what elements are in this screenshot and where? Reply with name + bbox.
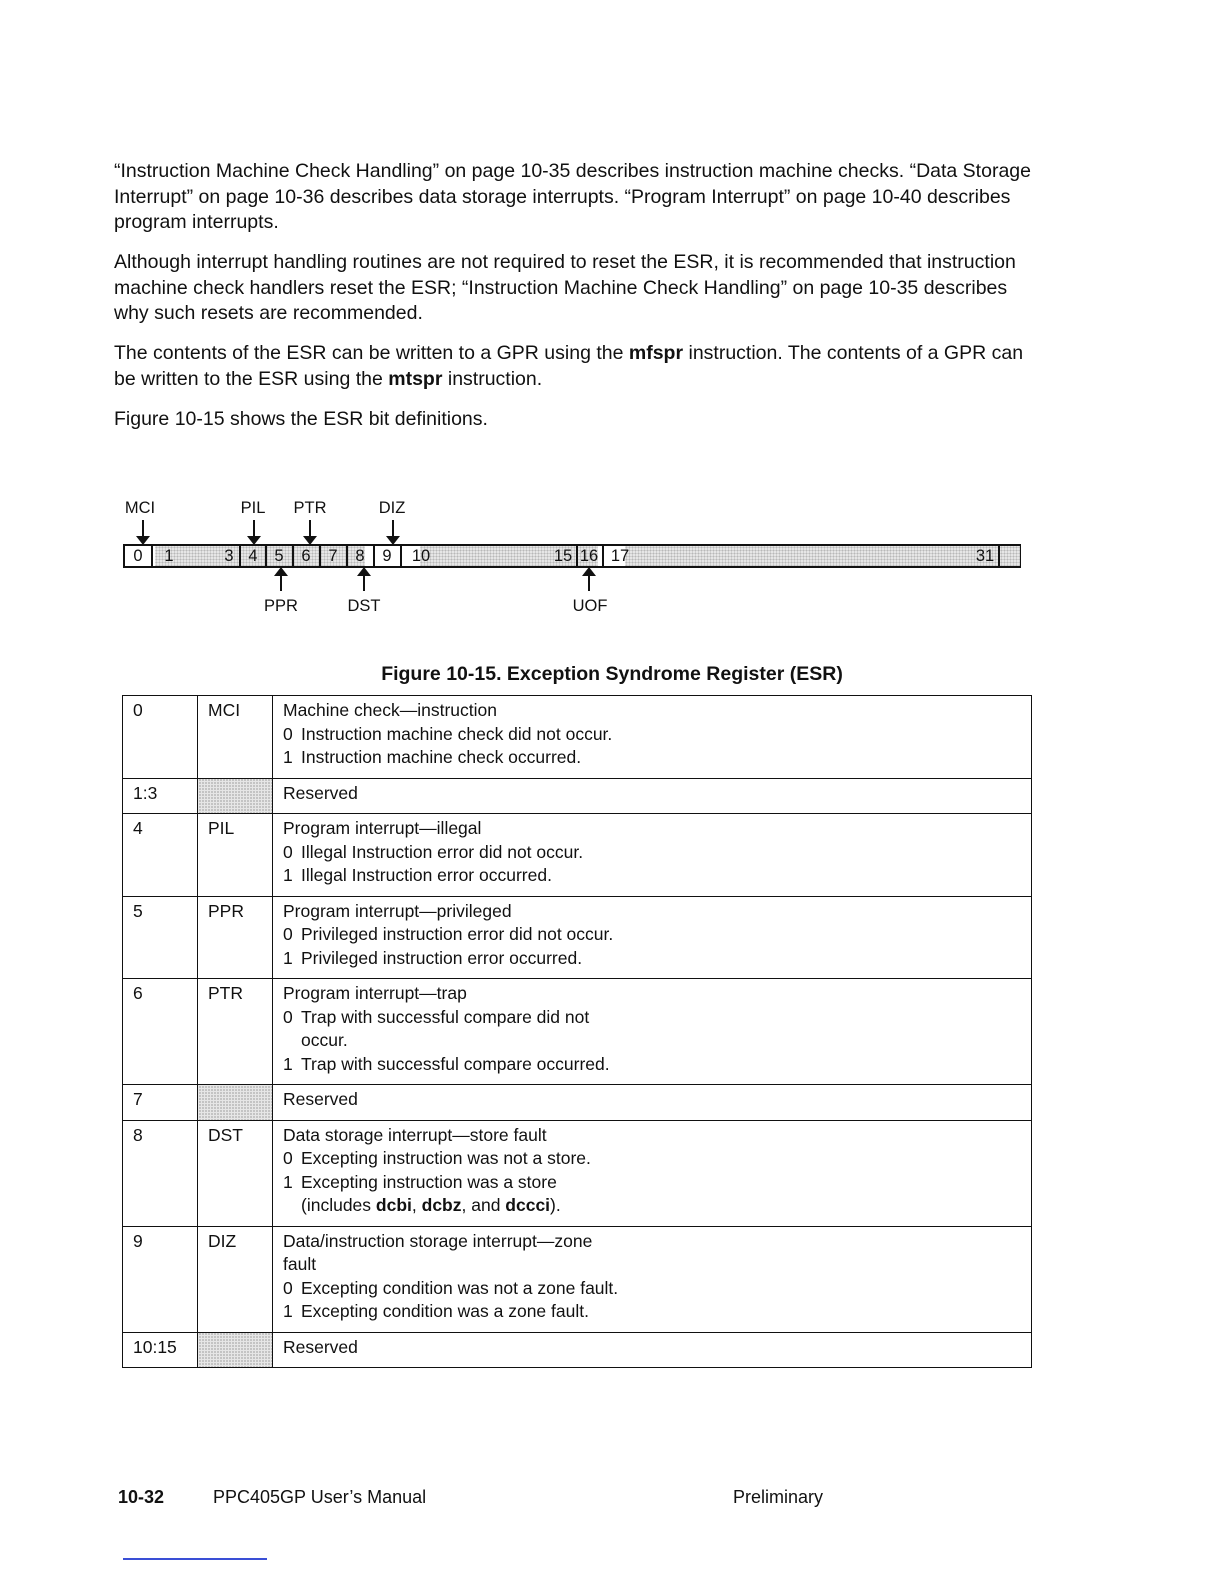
arrow-down-ptr xyxy=(303,520,317,545)
intro-paragraph-1: “Instruction Machine Check Handling” on page 10-35 describes instruction machine checks. “Data Storage Interrupt” on page 10-36 describes data storage interrupts. “Program Interrupt” on page 10-40 describes program interrupts. xyxy=(114,160,1031,233)
option-text: Excepting instruction was a store xyxy=(301,1171,557,1192)
bit-16: 16 xyxy=(579,547,599,565)
description-cell xyxy=(273,1226,1032,1332)
arrow-down-pil xyxy=(247,520,261,545)
option-text: Trap with successful compare did not xyxy=(301,1006,590,1027)
option-text: Instruction machine check occurred. xyxy=(301,747,582,767)
dcbi-keyword: dcbi xyxy=(375,1195,412,1215)
description-title: Reserved xyxy=(283,1089,358,1109)
option-value: 0 xyxy=(283,1006,293,1027)
option-line xyxy=(283,1300,1021,1324)
description-cell xyxy=(273,1332,1032,1368)
bits-cell: 4 xyxy=(123,814,198,897)
table-row xyxy=(123,896,1032,979)
label-mci: MCI xyxy=(124,499,156,517)
option-continuation xyxy=(283,1194,1021,1218)
description-cell xyxy=(273,814,1032,897)
table-row xyxy=(123,979,1032,1085)
description-title: Machine check—instruction xyxy=(283,700,497,720)
bit-5: 5 xyxy=(274,547,284,565)
description-title: Reserved xyxy=(283,1336,358,1357)
option-text: Excepting condition was not a zone fault. xyxy=(301,1277,619,1298)
label-diz: DIZ xyxy=(378,499,406,517)
bits-cell: 7 xyxy=(123,1085,198,1121)
reserved-shade-17-31 xyxy=(625,546,1020,566)
table-row xyxy=(123,1085,1032,1121)
option-text: Illegal Instruction error occurred. xyxy=(301,865,552,885)
option-value: 0 xyxy=(283,841,293,862)
bits-cell: 6 xyxy=(123,979,198,1085)
p3-text-c: instruction. The contents of a GPR can be written to the ESR using the xyxy=(114,342,1024,390)
option-line xyxy=(283,1171,1021,1195)
option-value: 1 xyxy=(283,1171,293,1192)
option-line xyxy=(283,923,1021,947)
esr-bit-definitions-table xyxy=(122,695,1032,1368)
cont-sep: , xyxy=(411,1195,422,1215)
table-body xyxy=(123,696,1032,1368)
figure-caption: Figure 10-15. Exception Syndrome Register (ESR) xyxy=(381,663,843,685)
option-text: Privileged instruction error occurred. xyxy=(301,947,583,968)
description-title: Program interrupt—privileged xyxy=(283,900,512,921)
cont-text: (includes xyxy=(301,1195,376,1215)
document-status: Preliminary xyxy=(733,1487,824,1507)
description-title-cont: fault xyxy=(283,1254,317,1274)
name-cell: PIL xyxy=(198,814,273,897)
description-title: Data/instruction storage interrupt—zone xyxy=(283,1230,593,1251)
bit-31: 31 xyxy=(975,547,995,565)
name-cell: DIZ xyxy=(198,1226,273,1332)
option-line xyxy=(283,1006,1021,1030)
option-line xyxy=(283,723,1021,747)
option-line xyxy=(283,947,1021,971)
option-text: Excepting condition was a zone fault. xyxy=(301,1301,589,1321)
option-text: Privileged instruction error did not occur. xyxy=(301,924,614,944)
label-pil: PIL xyxy=(240,499,266,517)
arrow-up-uof xyxy=(582,567,596,591)
bit-3: 3 xyxy=(224,547,234,565)
intro-paragraph-3 xyxy=(114,341,1044,392)
bits-cell: 9 xyxy=(123,1226,198,1332)
label-ppr: PPR xyxy=(264,597,298,615)
bit-9: 9 xyxy=(382,547,392,565)
cont-end: ). xyxy=(550,1195,561,1215)
bit-7: 7 xyxy=(328,547,338,565)
table-row xyxy=(123,1120,1032,1226)
bit-10: 10 xyxy=(411,547,431,565)
bit-15: 15 xyxy=(553,547,573,565)
option-line xyxy=(283,841,1021,865)
table-row xyxy=(123,778,1032,814)
option-text: Illegal Instruction error did not occur. xyxy=(301,841,584,862)
description-cell xyxy=(273,778,1032,814)
mfspr-keyword: mfspr xyxy=(628,342,684,364)
dcbz-keyword: dcbz xyxy=(421,1195,462,1215)
bits-cell: 10:15 xyxy=(123,1332,198,1368)
option-text: Excepting instruction was not a store. xyxy=(301,1148,591,1168)
arrow-down-mci xyxy=(136,520,150,545)
cont-sep: , and xyxy=(461,1195,506,1215)
description-title: Data storage interrupt—store fault xyxy=(283,1124,547,1145)
arrow-down-diz xyxy=(386,520,400,545)
description-cell xyxy=(273,696,1032,779)
option-line xyxy=(283,746,1021,770)
label-ptr: PTR xyxy=(293,499,327,517)
option-value: 1 xyxy=(283,1301,293,1321)
option-continuation: occur. xyxy=(301,1030,348,1050)
option-value: 1 xyxy=(283,1053,293,1074)
option-value: 0 xyxy=(283,723,293,744)
name-cell: MCI xyxy=(198,696,273,779)
description-title: Program interrupt—trap xyxy=(283,983,467,1003)
bottom-rule xyxy=(123,1558,267,1560)
p3-text-a: The contents of the ESR can be written to a GPR using the xyxy=(114,342,629,364)
dccci-keyword: dccci xyxy=(505,1195,551,1215)
option-value: 1 xyxy=(283,865,293,885)
option-value: 0 xyxy=(283,924,293,944)
register-bar xyxy=(123,544,1021,568)
table-row xyxy=(123,1226,1032,1332)
bit-1: 1 xyxy=(164,547,174,565)
intro-paragraph-2: Although interrupt handling routines are not required to reset the ESR, it is recommended that instruction machine check handlers reset the ESR; “Instruction Machine Check Handling” on page 10-35 describes why such resets are recommended. xyxy=(114,251,1016,324)
table-row xyxy=(123,696,1032,779)
description-cell xyxy=(273,1120,1032,1226)
description-cell xyxy=(273,896,1032,979)
description-cell xyxy=(273,979,1032,1085)
intro-paragraph-4: Figure 10-15 shows the ESR bit definitions. xyxy=(114,408,488,430)
arrow-up-ppr xyxy=(274,567,288,591)
option-line xyxy=(283,864,1021,888)
description-cell xyxy=(273,1085,1032,1121)
page-number: 10-32 xyxy=(118,1487,165,1507)
mtspr-keyword: mtspr xyxy=(388,367,443,390)
reserved-name-cell xyxy=(198,1085,273,1121)
bit-17: 17 xyxy=(610,547,630,565)
option-value: 1 xyxy=(283,947,293,968)
table-row xyxy=(123,814,1032,897)
option-text: Trap with successful compare occurred. xyxy=(301,1053,610,1074)
name-cell: PTR xyxy=(198,979,273,1085)
label-uof: UOF xyxy=(572,597,608,615)
bits-cell: 5 xyxy=(123,896,198,979)
arrow-up-dst xyxy=(357,567,371,591)
bit-6: 6 xyxy=(301,547,311,565)
table-row xyxy=(123,1332,1032,1368)
reserved-name-cell xyxy=(198,1332,273,1368)
label-dst: DST xyxy=(347,597,381,615)
option-line xyxy=(283,1147,1021,1171)
description-title: Reserved xyxy=(283,782,358,803)
option-line xyxy=(283,1053,1021,1077)
name-cell: PPR xyxy=(198,896,273,979)
manual-title: PPC405GP User’s Manual xyxy=(213,1487,427,1507)
bits-cell: 8 xyxy=(123,1120,198,1226)
description-title: Program interrupt—illegal xyxy=(283,818,482,838)
bit-8: 8 xyxy=(355,547,365,565)
reserved-name-cell xyxy=(198,778,273,814)
option-text: Instruction machine check did not occur. xyxy=(301,723,613,744)
option-value: 0 xyxy=(283,1148,293,1168)
bits-cell: 1:3 xyxy=(123,778,198,814)
bit-0: 0 xyxy=(133,547,143,565)
bits-cell: 0 xyxy=(123,696,198,779)
option-line xyxy=(283,1277,1021,1301)
option-value: 1 xyxy=(283,747,293,767)
name-cell: DST xyxy=(198,1120,273,1226)
bit-4: 4 xyxy=(248,547,258,565)
p3-text-e: instruction. xyxy=(442,367,543,390)
option-value: 0 xyxy=(283,1277,293,1298)
